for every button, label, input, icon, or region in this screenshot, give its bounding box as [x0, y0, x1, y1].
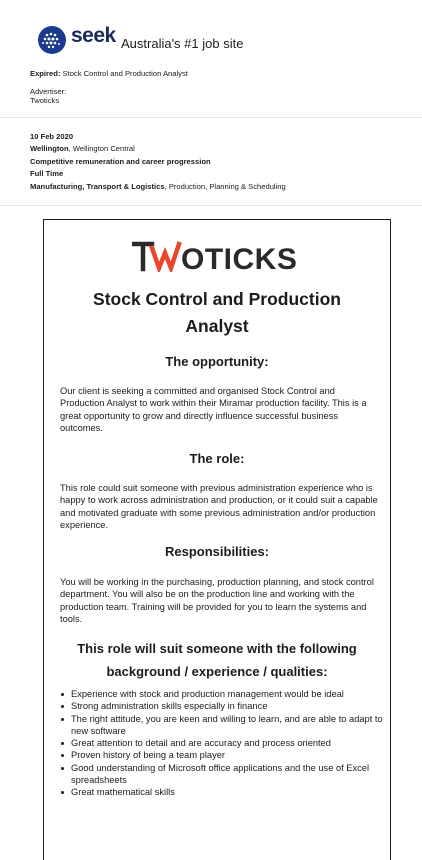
job-location: Wellington, Wellington Central	[30, 144, 135, 154]
list-item: Great attention to detail and are accuracy and process oriented	[71, 737, 389, 749]
expired-label: Expired:	[30, 69, 61, 78]
ad-title-line: Analyst	[185, 316, 249, 336]
ad-title-line: Stock Control and Production	[93, 289, 341, 309]
job-details	[30, 131, 286, 193]
divider	[0, 117, 422, 118]
expired-job-title: Stock Control and Production Analyst	[62, 69, 188, 78]
tagline: Australia's #1 job site	[121, 36, 244, 51]
advertiser-label: Advertiser:	[30, 87, 67, 96]
list-item: Proven history of being a team player	[71, 749, 389, 761]
list-item: Good understanding of Microsoft office applications and the use of Excel spreadsheets	[71, 762, 389, 787]
responsibilities-text: You will be working in the purchasing, production planning, and stock control department. You will also be on the production line and working with the production team. Training will be provided for you to learn the systems and tools.	[60, 577, 374, 624]
job-ad-content	[43, 219, 391, 860]
divider	[0, 205, 422, 206]
responsibilities-heading: Responsibilities:	[164, 544, 270, 559]
seek-logo-icon[interactable]	[38, 26, 66, 54]
list-item: Strong administration skills especially in finance	[71, 700, 389, 712]
opportunity-text: Our client is seeking a committed and organised Stock Control and Production Analyst to work within their Miramar production facility. This is a great opportunity to grow and directly influence successful business outcomes.	[60, 386, 367, 433]
list-item: The right attitude, you are keen and willing to learn, and are able to adapt to new software	[71, 713, 389, 738]
qualities-heading-line: This role will suit someone with the following	[77, 641, 357, 656]
list-item: Great mathematical skills	[71, 786, 389, 798]
list-item: Experience with stock and production management would be ideal	[71, 688, 389, 700]
work-type: Full Time	[30, 169, 64, 179]
qualities-list	[60, 688, 389, 799]
site-header	[0, 0, 422, 60]
listing-date: 10 Feb 2020	[30, 132, 74, 141]
svg-text:OTICKS: OTICKS	[181, 243, 298, 272]
expired-line	[30, 69, 188, 78]
role-text: This role could suit someone with previous administration experience who is happy to work across administration and production, or it could suit a capable and motivated graduate with some previous administration and/or production experience.	[60, 483, 378, 530]
job-category: Manufacturing, Transport & Logistics, Production, Planning & Scheduling	[30, 181, 286, 191]
advertiser-block	[30, 87, 66, 105]
opportunity-heading: The opportunity:	[165, 354, 269, 369]
advertiser-name: Twoticks	[30, 96, 60, 105]
ad-title	[44, 286, 390, 340]
twoticks-logo	[44, 240, 390, 277]
twoticks-logo-icon	[132, 240, 302, 272]
qualities-heading-line: background / experience / qualities:	[106, 664, 328, 679]
role-heading: The role:	[189, 451, 245, 466]
qualities-heading	[44, 637, 390, 683]
seek-logo-text[interactable]: seek	[71, 24, 116, 47]
salary-info: Competitive remuneration and career progression	[30, 156, 211, 166]
